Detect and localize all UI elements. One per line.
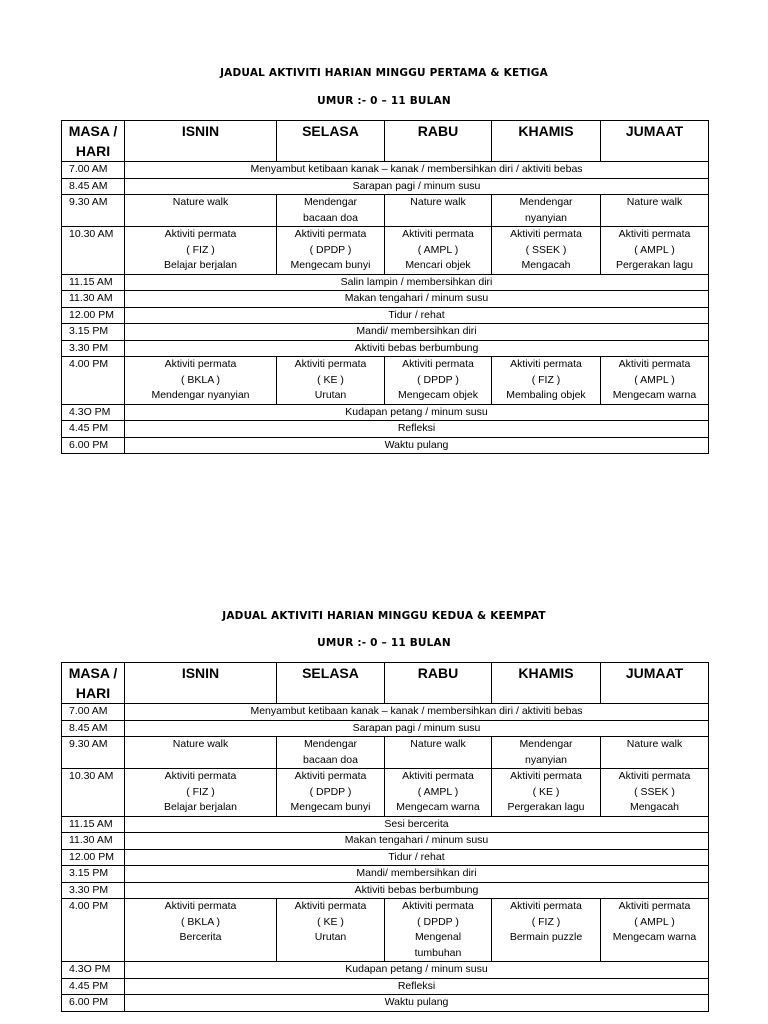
schedule-1-subtitle: UMUR :- 0 – 11 BULAN <box>317 95 451 107</box>
schedule-row <box>62 978 709 995</box>
activity-span-cell: Waktu pulang <box>125 995 709 1012</box>
activity-line: Mengecam bunyi <box>290 259 371 271</box>
activity-line: Mengacah <box>629 801 680 813</box>
header-row <box>62 663 709 704</box>
activity-line: Mengacah <box>521 259 571 271</box>
schedule-row <box>62 178 709 195</box>
activity-cell <box>125 769 277 817</box>
activity-cell <box>125 357 277 405</box>
activity-cell <box>601 195 709 227</box>
activity-line: Nature walk <box>626 738 683 750</box>
time-cell: 11.15 AM <box>62 274 125 291</box>
activity-line: ( AMPL ) <box>634 915 675 928</box>
activity-line: Aktiviti permata <box>618 228 691 240</box>
schedule-1-table <box>61 120 709 454</box>
time-cell: 11.30 AM <box>62 291 125 308</box>
header-day: SELASA <box>277 663 385 704</box>
activity-line: Pergerakan lagu <box>507 801 585 813</box>
activity-cell <box>601 899 709 962</box>
activity-line: ( DPDP ) <box>309 785 352 798</box>
schedule-row <box>62 291 709 308</box>
activity-cell <box>492 737 601 769</box>
activity-line: Mengecam warna <box>612 931 697 943</box>
time-cell: 12.00 PM <box>62 849 125 866</box>
schedule-row <box>62 866 709 883</box>
activity-cell <box>277 195 385 227</box>
activity-line: Belajar berjalan <box>164 801 237 813</box>
activity-cell <box>385 357 492 405</box>
activity-line: ( BKLA ) <box>180 915 221 928</box>
activity-line: Mengecam warna <box>396 801 480 813</box>
activity-line: Aktiviti permata <box>402 228 474 240</box>
schedule-2-title: JADUAL AKTIVITI HARIAN MINGGU KEDUA & KEEMPAT <box>222 610 546 622</box>
activity-line: Mendengar <box>519 738 573 750</box>
activity-line: Aktiviti permata <box>510 770 582 782</box>
activity-line: Mendengar nyanyian <box>151 389 250 401</box>
activity-line: Mengecam objek <box>398 389 478 401</box>
schedule-row <box>62 357 709 405</box>
activity-line: ( AMPL ) <box>634 373 675 386</box>
header-day: ISNIN <box>125 121 277 162</box>
activity-cell <box>385 769 492 817</box>
activity-span-cell: Waktu pulang <box>125 437 709 454</box>
activity-line: Aktiviti permata <box>510 228 582 240</box>
activity-span-cell: Sarapan pagi / minum susu <box>125 178 709 195</box>
activity-line: ( SSEK ) <box>634 785 675 798</box>
activity-cell <box>601 769 709 817</box>
activity-line: Bercerita <box>179 931 222 943</box>
activity-line: Belajar berjalan <box>164 259 237 271</box>
activity-line: ( FIZ ) <box>531 915 561 928</box>
time-cell: 4.00 PM <box>62 899 125 962</box>
activity-line: Urutan <box>314 931 347 943</box>
schedule-row <box>62 849 709 866</box>
activity-cell <box>492 899 601 962</box>
activity-line: Nature walk <box>626 196 683 208</box>
activity-line: Mengecam warna <box>612 389 697 401</box>
activity-span-cell: Salin lampin / membersihkan diri <box>125 274 709 291</box>
activity-cell <box>601 357 709 405</box>
activity-cell <box>277 357 385 405</box>
time-cell: 3.30 PM <box>62 882 125 899</box>
activity-span-cell: Refleksi <box>125 421 709 438</box>
activity-line: Aktiviti permata <box>294 770 367 782</box>
activity-span-cell: Aktiviti bebas berbumbung <box>125 882 709 899</box>
schedule-row <box>62 769 709 817</box>
activity-line: Bermain puzzle <box>509 931 583 943</box>
schedule-row <box>62 899 709 962</box>
activity-cell <box>277 899 385 962</box>
activity-line: Mendengar <box>303 738 358 750</box>
schedule-row <box>62 720 709 737</box>
activity-line: Mendengar <box>519 196 573 208</box>
schedule-row <box>62 704 709 721</box>
activity-line: bacaan doa <box>303 211 358 224</box>
activity-line: nyanyian <box>524 753 568 766</box>
time-cell: 3.15 PM <box>62 324 125 341</box>
activity-span-cell: Makan tengahari / minum susu <box>125 833 709 850</box>
activity-line: Aktiviti permata <box>164 770 237 782</box>
activity-line: ( SSEK ) <box>525 243 567 256</box>
activity-span-cell: Sesi bercerita <box>125 816 709 833</box>
activity-cell <box>601 737 709 769</box>
activity-line: nyanyian <box>524 211 568 224</box>
time-cell: 3.30 PM <box>62 340 125 357</box>
activity-line: ( BKLA ) <box>180 373 221 386</box>
time-cell: 9.30 AM <box>62 195 125 227</box>
activity-span-cell: Mandi/ membersihkan diri <box>125 324 709 341</box>
time-cell: 8.45 AM <box>62 720 125 737</box>
time-cell: 9.30 AM <box>62 737 125 769</box>
activity-line: ( KE ) <box>317 373 344 386</box>
time-cell: 4.3O PM <box>62 404 125 421</box>
schedule-row <box>62 421 709 438</box>
activity-line: Nature walk <box>172 196 229 208</box>
schedule-row <box>62 307 709 324</box>
schedule-row <box>62 274 709 291</box>
activity-line: Aktiviti permata <box>164 900 237 912</box>
activity-line: Aktiviti permata <box>618 900 691 912</box>
activity-line: Nature walk <box>172 738 229 750</box>
activity-line: Aktiviti permata <box>164 358 237 370</box>
activity-line: tumbuhan <box>414 946 462 959</box>
schedule-2-table <box>61 662 709 1012</box>
activity-line: ( AMPL ) <box>417 785 459 798</box>
schedule-row <box>62 404 709 421</box>
activity-cell <box>385 899 492 962</box>
activity-cell <box>601 227 709 275</box>
activity-cell <box>277 769 385 817</box>
activity-span-cell: Tidur / rehat <box>125 307 709 324</box>
header-row <box>62 121 709 162</box>
activity-span-cell: Refleksi <box>125 978 709 995</box>
activity-line: Nature walk <box>410 196 466 208</box>
activity-span-cell: Tidur / rehat <box>125 849 709 866</box>
time-cell: 6.00 PM <box>62 437 125 454</box>
activity-line: Aktiviti permata <box>294 358 367 370</box>
header-day: KHAMIS <box>492 121 601 162</box>
activity-line: Pergerakan lagu <box>615 259 694 271</box>
activity-line: Aktiviti permata <box>402 358 474 370</box>
activity-cell <box>492 769 601 817</box>
header-masa-hari: MASA / HARI <box>62 663 125 704</box>
activity-span-cell: Kudapan petang / minum susu <box>125 404 709 421</box>
activity-span-cell: Mandi/ membersihkan diri <box>125 866 709 883</box>
header-day: JUMAAT <box>601 663 709 704</box>
activity-line: ( DPDP ) <box>417 373 459 386</box>
activity-span-cell: Sarapan pagi / minum susu <box>125 720 709 737</box>
header-day: ISNIN <box>125 663 277 704</box>
activity-span-cell: Kudapan petang / minum susu <box>125 962 709 979</box>
header-day: RABU <box>385 663 492 704</box>
activity-line: Membaling objek <box>506 389 586 401</box>
activity-line: Aktiviti permata <box>618 770 691 782</box>
activity-line: ( KE ) <box>532 785 560 798</box>
activity-line: ( DPDP ) <box>309 243 352 256</box>
activity-line: Aktiviti permata <box>294 228 367 240</box>
schedule-row <box>62 995 709 1012</box>
schedule-2-subtitle: UMUR :- 0 – 11 BULAN <box>317 637 451 649</box>
activity-line: ( AMPL ) <box>634 243 675 256</box>
activity-cell <box>385 737 492 769</box>
schedule-row <box>62 324 709 341</box>
activity-line: Aktiviti permata <box>402 900 474 912</box>
activity-span-cell: Menyambut ketibaan kanak – kanak / membersihkan diri / aktiviti bebas <box>125 162 709 179</box>
activity-line: Aktiviti permata <box>618 358 691 370</box>
header-day: JUMAAT <box>601 121 709 162</box>
activity-cell <box>125 899 277 962</box>
time-cell: 8.45 AM <box>62 178 125 195</box>
activity-line: ( DPDP ) <box>417 915 459 928</box>
activity-span-cell: Aktiviti bebas berbumbung <box>125 340 709 357</box>
activity-cell <box>277 227 385 275</box>
schedule-row <box>62 833 709 850</box>
activity-cell <box>125 227 277 275</box>
header-day: SELASA <box>277 121 385 162</box>
schedule-row <box>62 340 709 357</box>
activity-cell <box>125 737 277 769</box>
activity-line: ( FIZ ) <box>531 373 561 386</box>
activity-cell <box>385 227 492 275</box>
activity-line: ( AMPL ) <box>417 243 459 256</box>
schedule-row <box>62 227 709 275</box>
time-cell: 11.30 AM <box>62 833 125 850</box>
activity-cell <box>277 737 385 769</box>
header-day: KHAMIS <box>492 663 601 704</box>
activity-line: ( KE ) <box>317 915 344 928</box>
activity-cell <box>125 195 277 227</box>
activity-line: Mengenal <box>414 931 462 943</box>
activity-span-cell: Menyambut ketibaan kanak – kanak / membersihkan diri / aktiviti bebas <box>125 704 709 721</box>
activity-line: Aktiviti permata <box>510 900 582 912</box>
schedule-row <box>62 816 709 833</box>
time-cell: 12.00 PM <box>62 307 125 324</box>
activity-line: Aktiviti permata <box>402 770 474 782</box>
activity-line: Mendengar <box>303 196 358 208</box>
schedule-row <box>62 437 709 454</box>
schedule-row <box>62 737 709 769</box>
activity-line: Aktiviti permata <box>164 228 237 240</box>
time-cell: 7.00 AM <box>62 162 125 179</box>
activity-span-cell: Makan tengahari / minum susu <box>125 291 709 308</box>
activity-line: ( FIZ ) <box>186 785 215 798</box>
time-cell: 4.45 PM <box>62 978 125 995</box>
time-cell: 11.15 AM <box>62 816 125 833</box>
activity-line: Mencari objek <box>405 259 471 271</box>
activity-line: Urutan <box>314 389 347 401</box>
schedule-row <box>62 162 709 179</box>
activity-line: bacaan doa <box>303 753 358 766</box>
time-cell: 10.30 AM <box>62 769 125 817</box>
time-cell: 4.3O PM <box>62 962 125 979</box>
schedule-row <box>62 962 709 979</box>
activity-cell <box>492 227 601 275</box>
time-cell: 4.00 PM <box>62 357 125 405</box>
activity-cell <box>492 195 601 227</box>
time-cell: 10.30 AM <box>62 227 125 275</box>
schedule-1-title: JADUAL AKTIVITI HARIAN MINGGU PERTAMA & KETIGA <box>220 67 548 79</box>
time-cell: 4.45 PM <box>62 421 125 438</box>
activity-line: Aktiviti permata <box>294 900 367 912</box>
activity-cell <box>492 357 601 405</box>
activity-line: Nature walk <box>410 738 466 750</box>
activity-cell <box>385 195 492 227</box>
time-cell: 3.15 PM <box>62 866 125 883</box>
time-cell: 6.00 PM <box>62 995 125 1012</box>
header-day: RABU <box>385 121 492 162</box>
schedule-row <box>62 882 709 899</box>
header-masa-hari: MASA / HARI <box>62 121 125 162</box>
activity-line: Mengecam bunyi <box>290 801 371 813</box>
activity-line: Aktiviti permata <box>510 358 582 370</box>
time-cell: 7.00 AM <box>62 704 125 721</box>
schedule-row <box>62 195 709 227</box>
activity-line: ( FIZ ) <box>186 243 215 256</box>
